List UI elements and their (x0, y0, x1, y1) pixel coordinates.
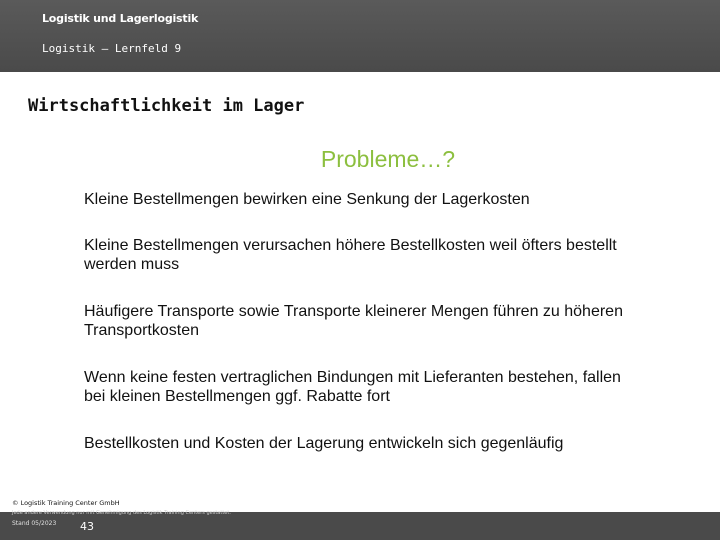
course-subtitle: Logistik – Lernfeld 9 (42, 42, 182, 55)
course-title: Logistik und Lagerlogistik (42, 12, 199, 25)
footer-bar (0, 512, 720, 540)
section-heading: Probleme…? (320, 146, 456, 172)
bullet-list (84, 190, 644, 453)
page-title: Wirtschaftlichkeit im Lager (28, 96, 305, 116)
footer-notice: Jede andere Verwendung nur mit Genehmigung des Logistik Training Centers gestattet. (12, 510, 231, 516)
footer-date: Stand 05/2023 (12, 520, 57, 527)
header-bar (0, 0, 720, 72)
bullet-item: Wenn keine festen vertraglichen Bindungen mit Lieferanten bestehen, fallen bei kleinen Bestellmengen ggf. Rabatte fort (84, 369, 621, 405)
bullet-item: Bestellkosten und Kosten der Lagerung entwickeln sich gegenläufig (84, 435, 564, 452)
footer-copyright: © Logistik Training Center GmbH (12, 499, 120, 507)
bullet-item: Kleine Bestellmengen verursachen höhere Bestellkosten weil öfters bestellt werden muss (84, 237, 617, 273)
page-number: 43 (80, 520, 94, 533)
bullet-item: Häufigere Transporte sowie Transporte kleinerer Mengen führen zu höheren Transportkosten (84, 303, 623, 339)
bullet-item: Kleine Bestellmengen bewirken eine Senkung der Lagerkosten (84, 191, 530, 208)
